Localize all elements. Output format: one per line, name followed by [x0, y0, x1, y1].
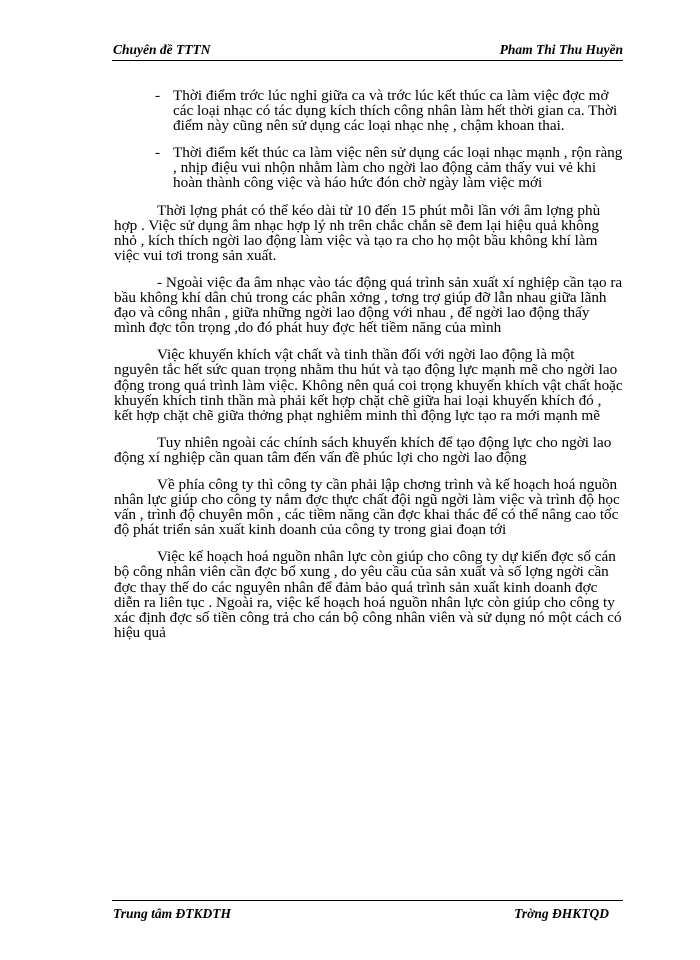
paragraph-music-duration: Thời lợng phát có thể kéo dài từ 10 đến 15 phút mỗi lần với âm lợng phù hợp . Việc sử dụng âm nhạc hợp lý nh trên chắc chắn sẽ đem lại hiệu quả không nhỏ , kích thích ngời lao động làm việc và tạo ra cho họ một bầu không khí làm việc vui tơi trong sản xuất.	[114, 201, 601, 264]
bullet-text: Thời điểm kết thúc ca làm việc nên sử dụng các loại nhạc mạnh , rộn ràng , nhịp điệu vui nhộn nhằm làm cho ngời lao động cảm thấy vui vẻ khi hoàn thành công việc và háo hức đón chờ ngày làm việc mới	[173, 144, 623, 192]
paragraph-democratic-atmosphere: - Ngoài việc đa âm nhạc vào tác động quá trình sản xuất xí nghiệp cần tạo ra bầu không khí dân chủ trong các phân xởng , tơng trợ giúp đỡ lẫn nhau giữa lãnh đạo và công nhân , giữa những ngời lao động với nhau , để ngời lao động thấy mình đợc tôn trọng ,do đó phát huy đợc hết tiềm năng của mình	[114, 273, 623, 337]
header-document-title: Chuyên đề TTTN	[113, 42, 211, 57]
page-body	[114, 88, 623, 652]
bullet-item	[114, 145, 623, 190]
page-footer	[112, 900, 623, 925]
bullet-marker: -	[155, 87, 161, 104]
paragraph-welfare: Tuy nhiên ngoài các chính sách khuyến khích để tạo động lực cho ngời lao động xí nghiệp cần quan tâm đến vấn đề phúc lợi cho ngời lao động	[114, 433, 612, 466]
bullet-text: Thời điểm trớc lúc nghỉ giữa ca và trớc lúc kết thúc ca làm việc đợc mở các loại nhạc có tác dụng kích thích công nhân làm hết thời gian ca. Thời điểm này cũng nên sử dụng các loại nhạc nhẹ , chậm khoan thai.	[173, 87, 618, 135]
bullet-marker: -	[155, 144, 161, 162]
paragraph-material-encouragement: Việc khuyến khích vật chất và tinh thần đối với ngời lao động là một nguyên tắc hết sức quan trọng nhằm thu hút và tạo động lực mạnh mẽ cho ngời lao động trong quá trình làm việc. Không nên quá coi trọng khuyến khích vật chất hoặc khuyến khích tinh thần mà phải kết hợp chặt chẽ giữa hai loại khuyến khích đó , kết hợp chặt chẽ giữa thởng phạt nghiêm minh thì động lực tạo ra mới mạnh mẽ	[114, 346, 623, 424]
header-author-name: Pham Thi Thu Huyền	[499, 42, 623, 57]
footer-center-name: Trung tâm ĐTKDTH	[113, 906, 232, 921]
page-header	[112, 40, 623, 61]
footer-university-name: Trờng ĐHKTQD	[514, 906, 609, 921]
bullet-item	[114, 88, 623, 133]
paragraph-hr-planning: Về phía công ty thì công ty cần phải lập chơng trình và kế hoạch hoá nguồn nhân lực giúp cho công ty nắm đợc thực chất đội ngũ ngời làm việc và trình độ học vấn , trình độ chuyên môn , các tiềm năng cần đợc khai thác để có thể nâng cao tốc độ phát triển sản xuất kinh doanh của công ty trong giai đoạn tới	[114, 475, 620, 539]
paragraph-hr-planning-benefits: Việc kế hoạch hoá nguồn nhân lực còn giúp cho công ty dự kiến đợc số cán bộ công nhân viên cần đợc bổ xung , do yêu cầu của sản xuất và số lợng ngời cần đợc thay thế do các nguyên nhân để đảm bảo quá trình sản xuất kinh doanh đợc diễn ra liên tục . Ngoài ra, việc kế hoạch hoá nguồn nhân lực còn giúp cho công ty xác định đợc số tiền công trả cho cán bộ công nhân viên và sử dụng nó một cách có hiệu quả	[114, 548, 622, 641]
